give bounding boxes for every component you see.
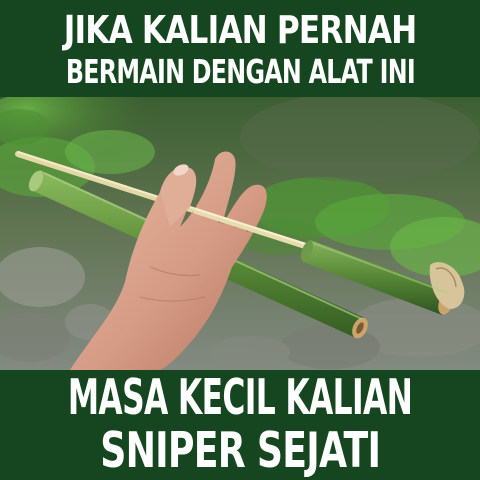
photo: [0, 97, 480, 370]
photo-scene: [0, 97, 480, 370]
bottom-caption-line-1: MASA KECIL KALIAN: [67, 369, 413, 426]
top-caption-line-2: BERMAIN DENGAN ALAT INI: [65, 52, 415, 91]
bottom-caption-line-2: SNIPER SEJATI: [99, 422, 381, 479]
top-caption-line-1: JIKA KALIAN PERNAH: [63, 8, 417, 52]
bottom-caption-banner: [0, 370, 480, 480]
top-caption-banner: [0, 0, 480, 97]
